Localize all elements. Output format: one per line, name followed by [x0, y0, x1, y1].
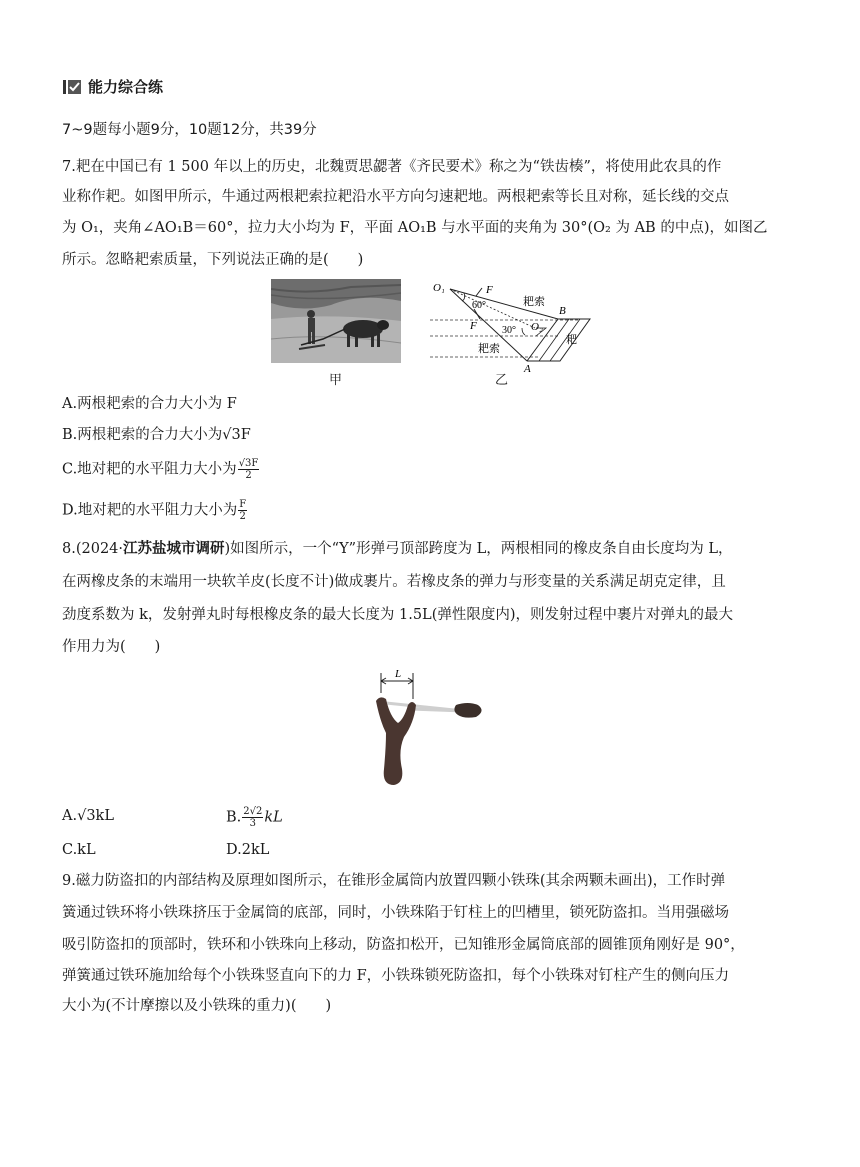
checkmark-box-icon: [62, 78, 82, 96]
score-line: 7~9题每小题9分，10题12分，共39分: [62, 122, 317, 138]
q8-option-b-fraction: [242, 806, 263, 829]
slingshot-label-l: L: [395, 668, 402, 680]
label-60: 60°: [472, 300, 486, 311]
label-b: B: [559, 305, 566, 317]
q7-option-d-num: F: [239, 499, 247, 510]
q7-line-2: 业称作耙。如图甲所示，牛通过两根耙索拉耙沿水平方向匀速耙地。两根耙索等长且对称，延长线的交点: [62, 189, 729, 205]
label-f-top: F: [486, 284, 493, 296]
force-diagram: [430, 279, 594, 374]
q7-option-c-fraction: [238, 458, 260, 481]
section-title: 能力综合练: [88, 78, 164, 96]
q7-option-c-den: 2: [245, 470, 252, 481]
label-30: 30°: [502, 325, 516, 336]
q7-option-b-value: √3F: [222, 427, 251, 443]
q7-line-3: 为 O₁，夹角∠AO₁B＝60°，拉力大小均为 F，平面 AO₁B 与水平面的夹角为 30°(O₂ 为 AB 的中点)，如图乙: [62, 220, 768, 236]
q9-line-1: 9.磁力防盗扣的内部结构及原理如图所示，在锥形金属筒内放置四颗小铁珠(其余两颗未画出)，工作时弹: [62, 873, 726, 889]
label-rope-top: 耙索: [523, 296, 545, 308]
q8-option-b: [226, 806, 283, 829]
q7-option-d-den: 2: [239, 511, 246, 522]
q7-option-d-text: D.地对耙的水平阻力大小为: [62, 502, 238, 519]
q7-option-d-fraction: [238, 499, 247, 522]
q8-line-1: [62, 539, 733, 559]
q7-line-1: 7.耙在中国已有 1 500 年以上的历史，北魏贾思勰著《齐民要术》称之为“铁齿楱”，将使用此农具的作: [62, 159, 722, 175]
q7-option-c-num: √3F: [238, 458, 259, 469]
q8-line-3: 劲度系数为 k，发射弹丸时每根橡皮条的最大长度为 1.5L(弹性限度内)，则发射过程中裹片对弹丸的最大: [62, 607, 734, 623]
label-a: A: [524, 363, 531, 374]
q8-option-b-num: 2√2: [243, 806, 263, 817]
q8-prefix: 8.(2024·: [62, 541, 124, 557]
section-header: [62, 76, 163, 97]
q8-option-b-den: 3: [249, 818, 256, 829]
q8-line-4: 作用力为( ): [62, 639, 161, 655]
fig-b-caption: 乙: [495, 373, 509, 388]
q8-line-2: 在两橡皮条的末端用一块软羊皮(长度不计)做成裹片。若橡皮条的弹力与形变量的关系满足胡克定律，且: [62, 574, 726, 590]
q8-option-a: A.√3kL: [62, 808, 114, 824]
q8-option-b-letter: B.: [226, 809, 242, 826]
q9-line-3: 吸引防盗扣的顶部时，铁环和小铁珠向上移动，防盗扣松开，已知锥形金属筒底部的圆锥顶角刚好是 90°，: [62, 937, 745, 953]
label-rope-bottom: 耙索: [478, 343, 500, 355]
q7-option-c: [62, 458, 260, 481]
q7-option-a: A.两根耙索的合力大小为 F: [62, 396, 237, 412]
label-o2: O₂: [531, 321, 543, 333]
q9-line-4: 弹簧通过铁环施加给每个小铁珠竖直向下的力 F，小铁珠锁死防盗扣，每个小铁珠对钉柱产生的侧向压力: [62, 968, 730, 984]
q8-option-b-suffix: kL: [264, 809, 283, 826]
label-harrow: 耙: [566, 334, 577, 346]
q8-source: 江苏盐城市调研: [123, 541, 225, 557]
plowing-photo: [271, 279, 401, 363]
q8-option-c: C.kL: [62, 842, 96, 858]
q7-line-4: 所示。忽略耙索质量，下列说法正确的是( ): [62, 252, 364, 268]
label-f-bottom: F: [470, 320, 477, 332]
q7-option-c-text: C.地对耙的水平阻力大小为: [62, 461, 237, 478]
q7-option-d: [62, 499, 248, 522]
q9-line-5: 大小为(不计摩擦以及小铁珠的重力)( ): [62, 998, 332, 1014]
q9-line-2: 簧通过铁环将小铁珠挤压于金属筒的底部，同时，小铁珠陷于钉柱上的凹槽里，锁死防盗扣。当用强磁场: [62, 905, 729, 921]
q7-option-b-text: B.两根耙索的合力大小为: [62, 427, 223, 443]
q8-option-d: D.2kL: [226, 842, 270, 858]
q8-line-1-rest: )如图所示，一个“Y”形弹弓顶部跨度为 L，两根相同的橡皮条自由长度均为 L，: [224, 541, 733, 557]
q7-option-b: [62, 425, 251, 445]
label-o1: O₁: [433, 282, 445, 294]
fig-a-caption: 甲: [329, 373, 343, 388]
slingshot-figure: [368, 665, 498, 790]
